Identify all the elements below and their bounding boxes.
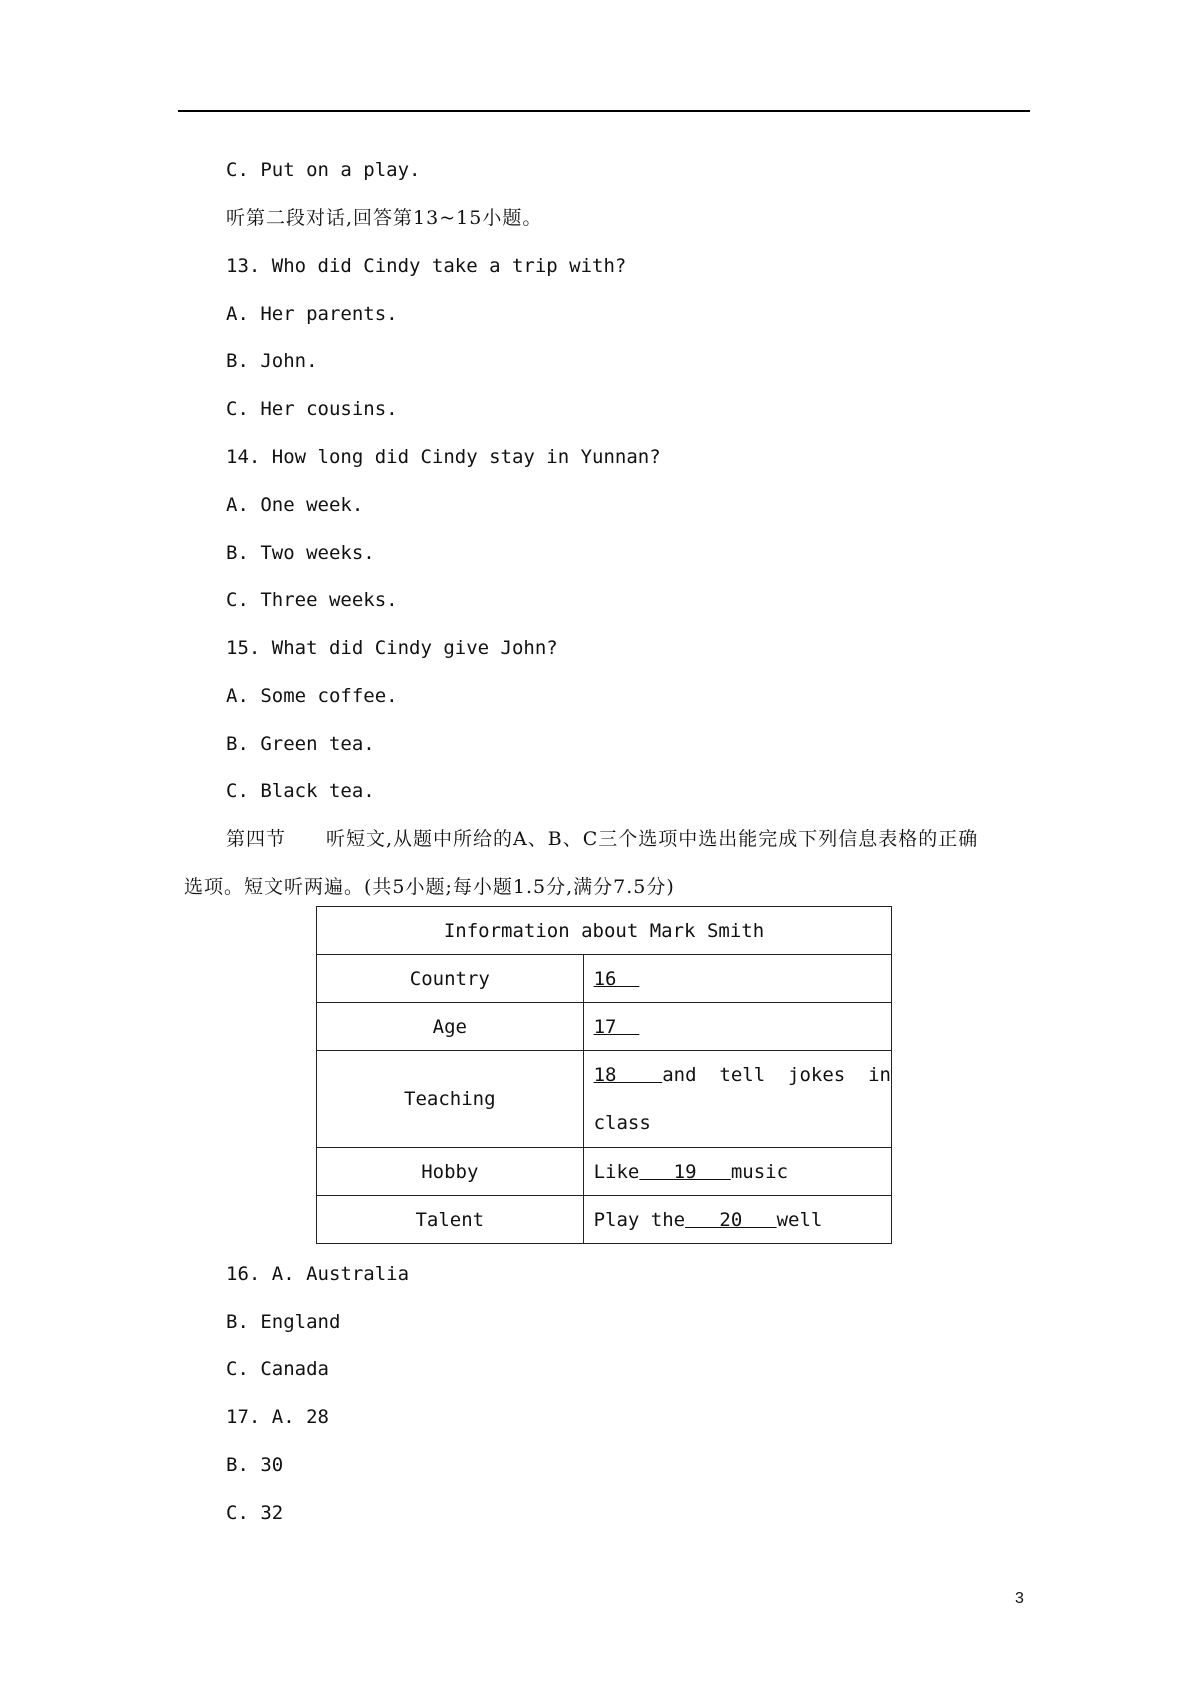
row-value bbox=[583, 1148, 891, 1196]
blank-16: 16 bbox=[593, 967, 640, 990]
section-4-heading: 第四节 听短文,从题中所给的A、B、C三个选项中选出能完成下列信息表格的正确 bbox=[226, 828, 979, 850]
row-label: Hobby bbox=[317, 1148, 584, 1196]
option-15c: C. Black tea. bbox=[226, 780, 375, 802]
option-16c: C. Canada bbox=[226, 1358, 329, 1380]
question-17: 17. A. 28 bbox=[226, 1406, 329, 1428]
table-row-age bbox=[317, 1003, 892, 1051]
blank-20: 20 bbox=[685, 1208, 777, 1231]
row-label: Country bbox=[317, 955, 584, 1003]
option-14a: A. One week. bbox=[226, 494, 364, 516]
option-13b: B. John. bbox=[226, 350, 318, 372]
info-table bbox=[316, 906, 892, 1244]
row-value bbox=[583, 1051, 891, 1148]
table-row-hobby bbox=[317, 1148, 892, 1196]
question-14: 14. How long did Cindy stay in Yunnan? bbox=[226, 446, 661, 468]
option-13c: C. Her cousins. bbox=[226, 398, 398, 420]
option-16b: B. England bbox=[226, 1311, 341, 1333]
option-12c: C. Put on a play. bbox=[226, 159, 421, 181]
page-number: 3 bbox=[1015, 1590, 1024, 1607]
table-row-talent bbox=[317, 1196, 892, 1244]
question-13: 13. Who did Cindy take a trip with? bbox=[226, 255, 627, 277]
row-value-pre: Play the bbox=[593, 1208, 686, 1231]
question-16: 16. A. Australia bbox=[226, 1263, 410, 1285]
row-value-text: and tell jokes in bbox=[662, 1064, 891, 1086]
dialogue-2-instruction: 听第二段对话,回答第13~15小题。 bbox=[226, 207, 543, 229]
section-4-instructions: 选项。短文听两遍。(共5小题;每小题1.5分,满分7.5分) bbox=[184, 876, 675, 898]
question-15: 15. What did Cindy give John? bbox=[226, 637, 558, 659]
row-value bbox=[583, 955, 891, 1003]
blank-17: 17 bbox=[593, 1015, 640, 1038]
row-value-text-2: class bbox=[593, 1112, 651, 1134]
blank-18: 18 bbox=[593, 1064, 663, 1086]
option-15a: A. Some coffee. bbox=[226, 685, 398, 707]
option-14b: B. Two weeks. bbox=[226, 542, 375, 564]
table-row-country bbox=[317, 955, 892, 1003]
table-title: Information about Mark Smith bbox=[317, 907, 892, 955]
table-row-teaching bbox=[317, 1051, 892, 1148]
row-value-post: music bbox=[730, 1160, 789, 1183]
header-rule bbox=[178, 110, 1030, 112]
row-label: Age bbox=[317, 1003, 584, 1051]
option-14c: C. Three weeks. bbox=[226, 589, 398, 611]
row-value-pre: Like bbox=[593, 1160, 640, 1183]
row-label: Talent bbox=[317, 1196, 584, 1244]
row-value-post: well bbox=[776, 1208, 823, 1231]
option-15b: B. Green tea. bbox=[226, 733, 375, 755]
row-value bbox=[583, 1196, 891, 1244]
row-label: Teaching bbox=[317, 1051, 584, 1148]
option-13a: A. Her parents. bbox=[226, 303, 398, 325]
option-17c: C. 32 bbox=[226, 1502, 284, 1524]
blank-19: 19 bbox=[639, 1160, 731, 1183]
option-17b: B. 30 bbox=[226, 1454, 284, 1476]
row-value bbox=[583, 1003, 891, 1051]
